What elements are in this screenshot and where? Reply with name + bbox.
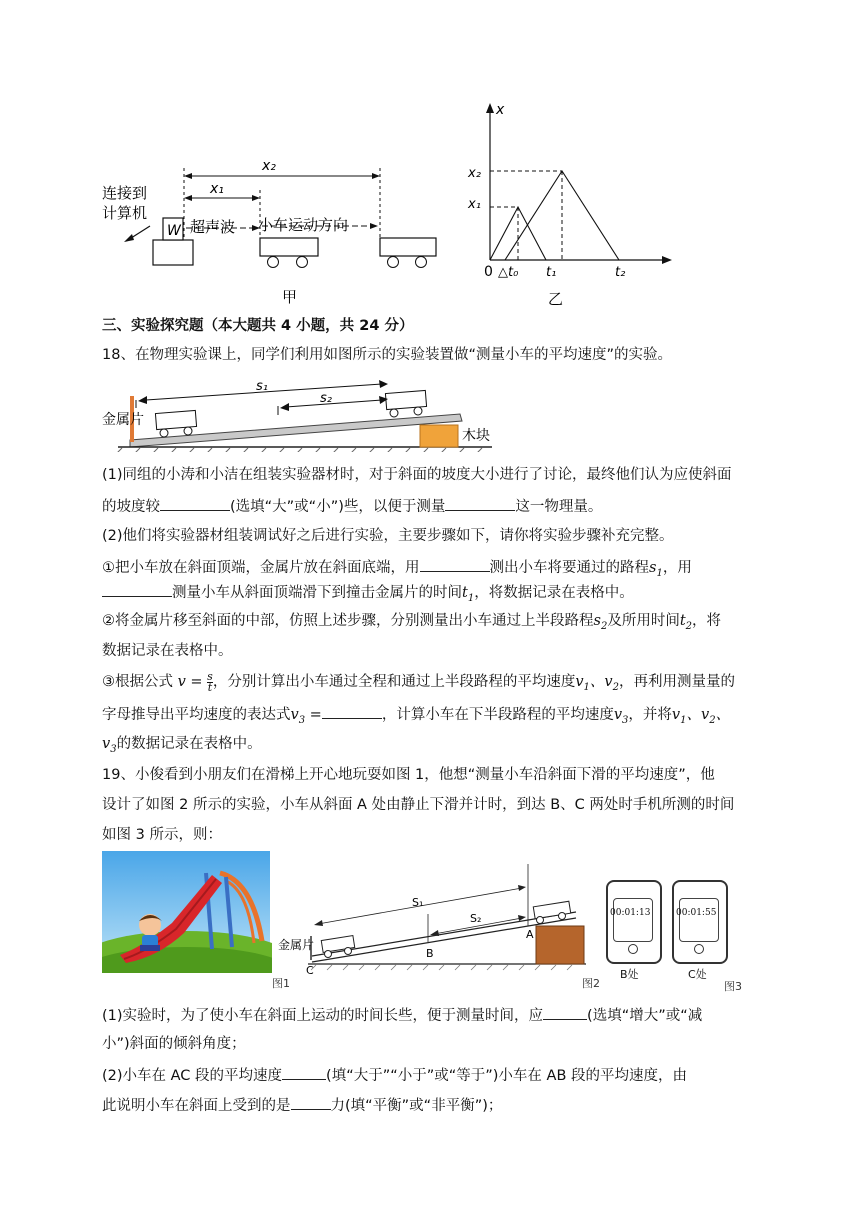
q18-step3b-mid: ，计算小车在下半段路程的平均速度	[381, 707, 614, 723]
wood-label: 木块	[462, 428, 490, 444]
y-axis-label: x	[496, 102, 505, 118]
s2-label: s₂	[320, 391, 332, 406]
q18-step2a	[102, 610, 721, 638]
phone-c-button	[694, 944, 704, 954]
wood-block	[420, 425, 458, 447]
q18-step2a-mid: 及所用时间	[607, 613, 680, 629]
metal-label: 金属片	[102, 412, 144, 428]
var-t1: $t_1$	[462, 585, 475, 604]
x2-tick: x₂	[468, 166, 481, 181]
figure-jia	[102, 158, 436, 306]
q18-step1a-pre: ①把小车放在斜面顶端，金属片放在斜面底端，用	[102, 560, 420, 576]
q19-intro-a: 19、小俊看到小朋友们在滑梯上开心地玩耍如图 1，他想“测量小车沿斜面下滑的平均速度”，他	[102, 767, 715, 783]
cart-top	[385, 390, 426, 409]
x1-label: x₁	[210, 181, 224, 197]
t1-label: t₁	[546, 265, 557, 280]
sensor-label: W	[167, 223, 181, 239]
fig2-metal-label: 金属片	[278, 938, 315, 952]
fig3-label: 图3	[724, 980, 742, 993]
q18-figure	[100, 370, 500, 452]
var-s2: $s_2$	[593, 613, 608, 632]
q19-fig1-slide	[102, 851, 272, 973]
var-v1-v2: $v_1$、$v_2$	[575, 674, 619, 693]
fig2-A-label: A	[526, 928, 534, 941]
answer-blank-force[interactable]	[291, 1093, 331, 1110]
fig2-block	[536, 926, 584, 964]
q19-intro-b: 设计了如图 2 所示的实验，小车从斜面 A 处由静止下滑并计时，到达 B、C 两处时手机所测的时间	[102, 797, 735, 813]
answer-blank-v3[interactable]	[322, 702, 382, 719]
phone-c	[672, 880, 728, 964]
q19-p1a	[102, 1003, 702, 1027]
q19-p1a-pre: (1)实验时，为了使小车在斜面上运动的时间长些，便于测量时间，应	[102, 1008, 544, 1024]
answer-blank-tool-length[interactable]	[420, 555, 490, 572]
fig2-s2-label: S₂	[470, 912, 482, 925]
q19-p1a-post: (选填“增大”或“减	[587, 1008, 703, 1024]
formula-v: v = $\frac{s}{t}$	[177, 669, 213, 694]
cart-1	[260, 238, 318, 256]
q19-p2a	[102, 1063, 687, 1087]
q19-p2a-post: (填“大于”“小于”或“等于”)小车在 AB 段的平均速度，由	[326, 1068, 688, 1084]
phone-c-time: 00:01:55	[676, 908, 717, 918]
figure-top	[0, 0, 860, 310]
phone-b	[606, 880, 662, 964]
q18-intro: 18、在物理实验课上，同学们利用如图所示的实验装置做“测量小车的平均速度”的实验。	[102, 347, 672, 363]
q18-p1b-post: 这一物理量。	[515, 499, 603, 515]
answer-blank-slope[interactable]	[160, 494, 230, 511]
s1-label: s₁	[256, 379, 268, 394]
figure-yi	[467, 102, 672, 308]
q18-step1a-post: ，用	[662, 560, 692, 576]
q18-step3a-mid: ，分别计算出小车通过全程和通过上半段路程的平均速度	[212, 674, 576, 690]
q18-step3b	[102, 702, 730, 732]
var-v3-c: $v_3$	[102, 736, 117, 755]
q19-p2b-post: 力(填“平衡”或“非平衡”)；	[330, 1098, 503, 1114]
computer-label-2: 计算机	[102, 204, 148, 222]
q19-intro-c: 如图 3 所示，则：	[102, 827, 222, 843]
computer-label-1: 连接到	[102, 184, 148, 202]
q18-p1b-mid: (选填“大”或“小”)些，以便于测量	[230, 499, 446, 515]
q18-p1b	[102, 494, 602, 518]
var-v3-eq: $v_3$ =	[290, 707, 322, 726]
var-s1: $s_1$	[649, 560, 663, 579]
answer-blank-quantity[interactable]	[445, 494, 515, 511]
phone-b-button	[628, 944, 638, 954]
q18-step1a-mid: 测出小车将要通过的路程	[489, 560, 649, 576]
q18-step3a-end: ，再利用测量量的	[618, 674, 735, 690]
q19-p2b-pre: 此说明小车在斜面上受到的是	[102, 1098, 291, 1114]
q18-step3a-pre: ③根据公式	[102, 674, 173, 690]
q19-p2b	[102, 1093, 502, 1117]
fig2-B-label: B	[426, 947, 434, 960]
origin-label: 0	[484, 264, 493, 280]
phone-b-time: 00:01:13	[610, 908, 651, 918]
q18-step1b-mid: 测量小车从斜面顶端滑下到撞击金属片的时间	[172, 585, 462, 601]
var-t2: $t_2$	[679, 613, 693, 632]
cart-2	[380, 238, 436, 256]
q18-step1b	[102, 580, 634, 610]
var-v3: $v_3$	[613, 707, 629, 726]
x1-tick: x₁	[468, 197, 481, 212]
phone-b-label: B处	[620, 968, 639, 981]
caption-yi: 乙	[548, 290, 564, 308]
q18-p1a: (1)同组的小涛和小洁在组装实验器材时，对于斜面的坡度大小进行了讨论，最终他们认为应使斜面	[102, 467, 732, 483]
t2-label: t₂	[615, 265, 626, 280]
q18-step3c	[102, 733, 262, 761]
answer-blank-tool-time[interactable]	[102, 580, 172, 597]
q18-step3b-pre: 字母推导出平均速度的表达式	[102, 707, 291, 723]
cart-bottom	[155, 410, 196, 429]
q18-step3b-end: ，并将	[628, 707, 672, 723]
caption-jia: 甲	[282, 288, 298, 306]
x2-label: x₂	[262, 158, 276, 174]
q19-p2a-pre: (2)小车在 AC 段的平均速度	[102, 1068, 283, 1084]
ultrasound-label: 超声波	[190, 218, 236, 236]
answer-blank-angle[interactable]	[543, 1003, 587, 1020]
q18-step3a	[102, 671, 735, 699]
q18-step3c-post: 的数据记录在表格中。	[116, 736, 262, 752]
q18-p1b-pre: 的坡度较	[102, 499, 160, 515]
fig2-s1-label: S₁	[412, 896, 424, 909]
q19-fig2-incline	[276, 856, 596, 976]
q18-step1b-post: ，将数据记录在表格中。	[474, 585, 634, 601]
q18-step2b: 数据记录在表格中。	[102, 643, 233, 659]
dt0-label: △t₀	[498, 265, 519, 280]
q19-p1b: 小”)斜面的倾斜角度；	[102, 1036, 246, 1052]
q18-step2a-pre: ②将金属片移至斜面的中部，仿照上述步骤，分别测量出小车通过上半段路程	[102, 613, 594, 629]
var-v1-v2-b: $v_1$、$v_2$、	[671, 707, 731, 726]
phone-c-label: C处	[688, 968, 707, 981]
q18-step2a-post: ，将	[692, 613, 722, 629]
answer-blank-compare[interactable]	[282, 1063, 326, 1080]
q18-p2: (2)他们将实验器材组装调试好之后进行实验，主要步骤如下，请你将实验步骤补充完整。	[102, 528, 674, 544]
direction-label: 小车运动方向	[258, 216, 349, 234]
fig2-C-label: C	[306, 964, 314, 976]
section-heading: 三、实验探究题（本大题共 4 小题，共 24 分）	[102, 318, 414, 334]
fig2-label: 图2	[582, 977, 600, 990]
fig1-label: 图1	[272, 977, 290, 990]
computer-box	[153, 240, 193, 265]
